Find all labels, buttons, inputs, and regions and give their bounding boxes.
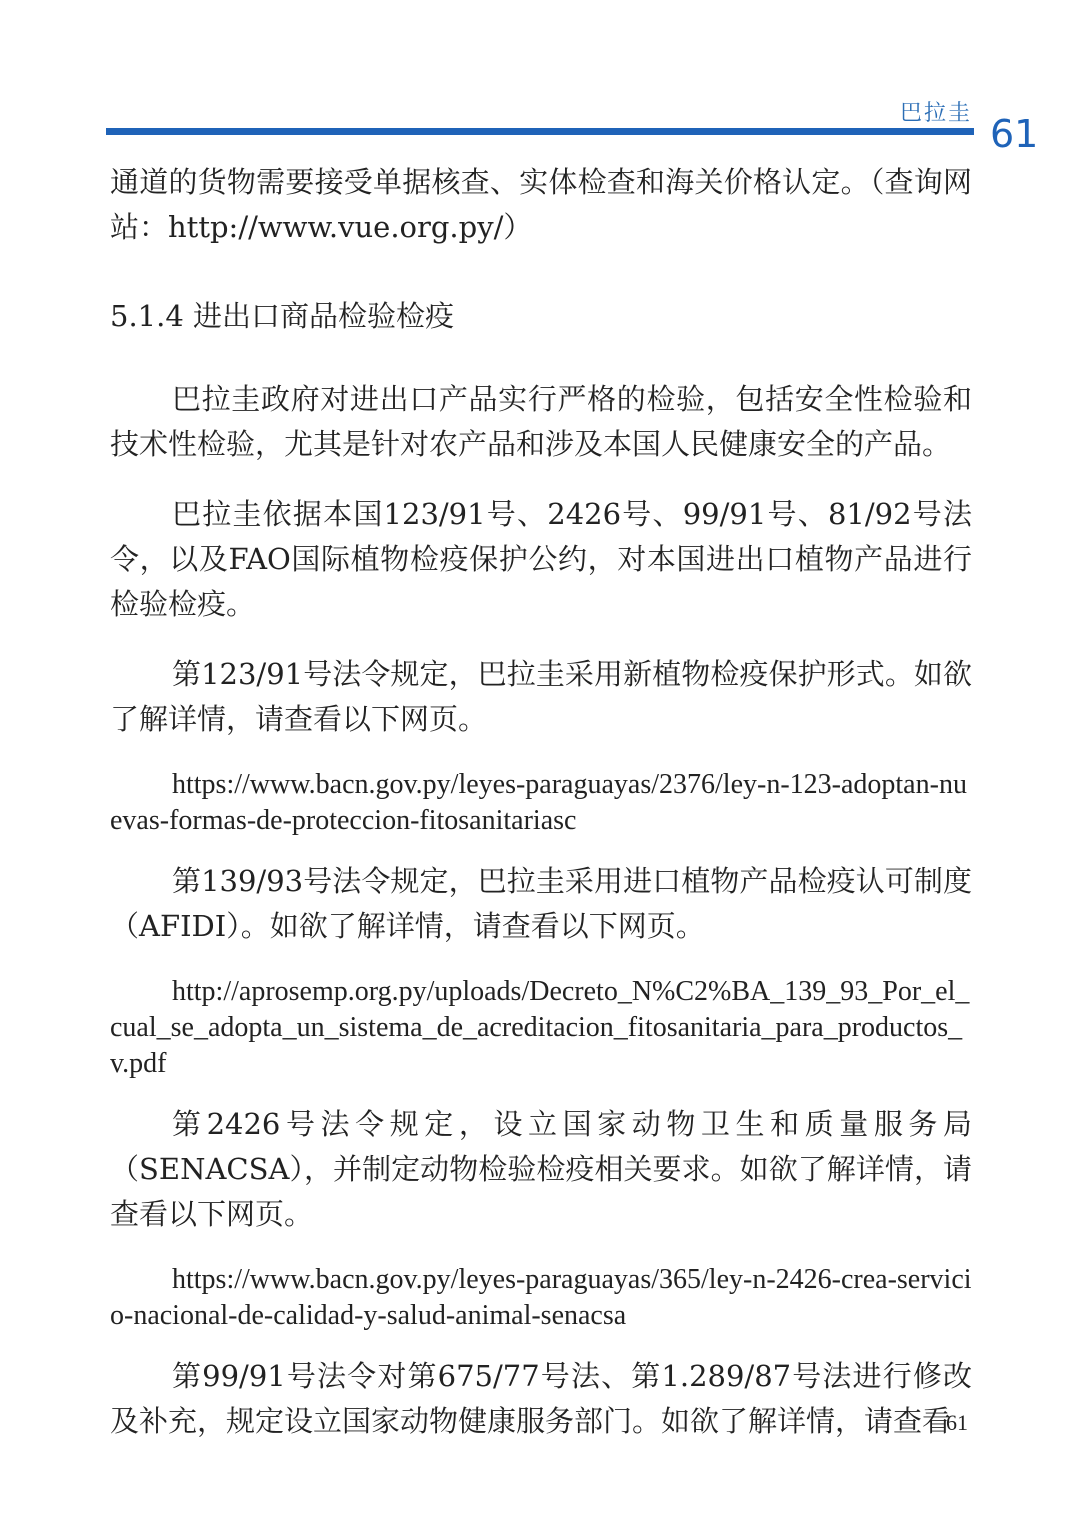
running-header-title: 巴拉圭 — [899, 101, 972, 126]
reference-url[interactable]: https://www.bacn.gov.py/leyes-paraguayas/365/ley-n-2426-crea-servicio-nacional-de-calidad-y-salud-animal-senacsa — [110, 1264, 972, 1331]
continuation-paragraph: 通道的货物需要接受单据核查、实体检查和海关价格认定。（查询网站：http://www.vue.org.py/） — [110, 165, 972, 244]
paragraph: 巴拉圭依据本国123/91号、2426号、99/91号、81/92号法令，以及FAO国际植物检疫保护公约，对本国进出口植物产品进行检验检疫。 — [110, 497, 972, 621]
paragraph: 第2426号法令规定，设立国家动物卫生和质量服务局（SENACSA），并制定动物检验检疫相关要求。如欲了解详情，请查看以下网页。 — [110, 1107, 972, 1231]
reference-url[interactable]: https://www.bacn.gov.py/leyes-paraguayas/2376/ley-n-123-adoptan-nuevas-formas-de-proteccion-fitosanitariasc — [110, 769, 967, 836]
header-page-number: 61 — [990, 112, 1039, 156]
paragraph: 第123/91号法令规定，巴拉圭采用新植物检疫保护形式。如欲了解详情，请查看以下网页。 — [110, 657, 972, 736]
paragraph: 巴拉圭政府对进出口产品实行严格的检验，包括安全性检验和技术性检验，尤其是针对农产品和涉及本国人民健康安全的产品。 — [110, 382, 972, 461]
header-rule — [106, 128, 974, 135]
paragraph: 第99/91号法令对第675/77号法、第1.289/87号法进行修改及补充，规定设立国家动物健康服务部门。如欲了解详情，请查看 — [110, 1359, 972, 1438]
section-heading: 5.1.4 进出口商品检验检疫 — [110, 299, 455, 333]
page-body — [110, 160, 972, 1469]
paragraph: 第139/93号法令规定，巴拉圭采用进口植物产品检疫认可制度（AFIDI）。如欲了解详情，请查看以下网页。 — [110, 864, 972, 943]
reference-url[interactable]: http://aprosemp.org.py/uploads/Decreto_N%C2%BA_139_93_Por_el_cual_se_adopta_un_sistema_de_acreditacion_fitosanitaria_para_productos_v.pdf — [110, 976, 970, 1079]
footer-page-number: 61 — [946, 1410, 968, 1435]
